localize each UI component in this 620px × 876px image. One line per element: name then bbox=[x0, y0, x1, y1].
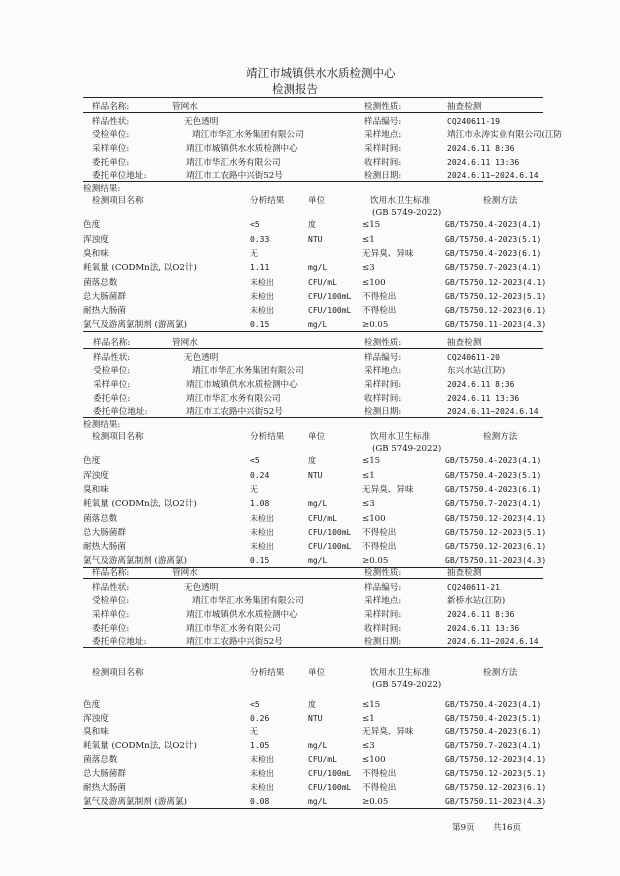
method: GB/T5750.7-2023(4.1) bbox=[445, 741, 542, 750]
item-name: 色度 bbox=[83, 700, 101, 710]
row-divider bbox=[83, 647, 543, 648]
unit: CFU/mL bbox=[308, 755, 337, 764]
entrust-addr-label: 委托单位地址: bbox=[93, 407, 148, 417]
sample-prop-label: 样品性状: bbox=[92, 583, 130, 593]
unit: CFU/100mL bbox=[308, 783, 352, 792]
col-std2-header: (GB 5749-2022) bbox=[372, 680, 442, 690]
col-std2-header: (GB 5749-2022) bbox=[372, 444, 442, 454]
row-divider bbox=[83, 181, 543, 182]
unit: CFU/mL bbox=[308, 278, 337, 287]
section-divider bbox=[83, 808, 543, 809]
method: GB/T5750.4-2023(4.1) bbox=[445, 456, 542, 465]
method: GB/T5750.12-2023(4.1) bbox=[445, 514, 547, 523]
standard: ≤1 bbox=[362, 714, 375, 724]
section-divider bbox=[83, 331, 543, 332]
client-label: 受检单位: bbox=[92, 130, 130, 140]
unit: CFU/100mL bbox=[308, 542, 352, 551]
item-name: 臭和味 bbox=[83, 249, 109, 259]
entrust-addr: 靖江市工农路中兴街52号 bbox=[186, 407, 283, 417]
receive-time: 2024.6.11 13:36 bbox=[447, 624, 520, 633]
standard: ≤100 bbox=[362, 514, 386, 524]
unit: mg/L bbox=[308, 741, 328, 750]
method: GB/T5750.4-2023(6.1) bbox=[445, 485, 542, 494]
method: GB/T5750.11-2023(4.3) bbox=[445, 556, 547, 565]
test-nature: 抽查检测 bbox=[447, 102, 482, 112]
sample-time: 2024.6.11 8:36 bbox=[447, 380, 515, 389]
sample-name: 管网水 bbox=[172, 102, 198, 112]
receive-time: 2024.6.11 13:36 bbox=[447, 394, 520, 403]
unit: CFU/100mL bbox=[308, 292, 352, 301]
sample-no: CQ240611-19 bbox=[447, 117, 500, 126]
method: GB/T5750.4-2023(4.1) bbox=[445, 700, 542, 709]
test-date-label: 检测日期: bbox=[364, 637, 402, 647]
unit: 度 bbox=[308, 456, 316, 465]
method: GB/T5750.12-2023(5.1) bbox=[445, 769, 547, 778]
standard: ≤1 bbox=[362, 235, 375, 245]
unit: CFU/100mL bbox=[308, 528, 352, 537]
sample-time: 2024.6.11 8:36 bbox=[447, 610, 515, 619]
sample-site: 靖江市永涛实业有限公司(江防 bbox=[447, 130, 563, 140]
client-label: 受检单位: bbox=[92, 596, 130, 606]
result-value: 未检出 bbox=[250, 278, 274, 287]
org-title: 靖江市城镇供水水质检测中心 bbox=[246, 66, 396, 80]
sample-prop: 无色透明 bbox=[184, 117, 219, 127]
row-divider bbox=[83, 348, 543, 349]
method: GB/T5750.4-2023(6.1) bbox=[445, 249, 542, 258]
standard: 不得检出 bbox=[362, 306, 397, 316]
method: GB/T5750.11-2023(4.3) bbox=[445, 320, 547, 329]
receive-time-label: 收样时间: bbox=[364, 624, 402, 634]
col-item-header: 检测项目名称 bbox=[92, 432, 144, 442]
result-value: 未检出 bbox=[250, 292, 274, 301]
standard: ≤100 bbox=[362, 278, 386, 288]
result-value: 0.33 bbox=[250, 235, 270, 244]
result-value: 无 bbox=[250, 249, 258, 258]
row-divider bbox=[83, 112, 543, 113]
sample-time-label: 采样时间: bbox=[364, 380, 402, 390]
sample-no: CQ240611-21 bbox=[447, 583, 500, 592]
unit: CFU/100mL bbox=[308, 769, 352, 778]
item-name: 氯气及游离氯制剂 (游离氯) bbox=[83, 797, 187, 807]
col-std-header: 饮用水卫生标准 bbox=[370, 196, 431, 206]
item-name: 浑浊度 bbox=[83, 714, 109, 724]
result-value: 0.08 bbox=[250, 797, 270, 806]
method: GB/T5750.12-2023(4.1) bbox=[445, 755, 547, 764]
standard: ≤100 bbox=[362, 755, 386, 765]
result-value: 1.05 bbox=[250, 741, 270, 750]
method: GB/T5750.12-2023(5.1) bbox=[445, 292, 547, 301]
standard: ≥0.05 bbox=[362, 320, 389, 330]
unit: 度 bbox=[308, 220, 316, 229]
unit: mg/L bbox=[308, 263, 328, 272]
method: GB/T5750.12-2023(6.1) bbox=[445, 783, 547, 792]
col-method-header: 检测方法 bbox=[483, 196, 518, 206]
unit: NTU bbox=[308, 714, 323, 723]
item-name: 氯气及游离氯制剂 (游离氯) bbox=[83, 556, 187, 566]
results-label: 检测结果: bbox=[83, 420, 121, 430]
sampler: 靖江市城镇供水水质检测中心 bbox=[186, 610, 298, 620]
method: GB/T5750.4-2023(5.1) bbox=[445, 235, 542, 244]
method: GB/T5750.4-2023(4.1) bbox=[445, 220, 542, 229]
client: 靖江市华汇水务集团有限公司 bbox=[192, 366, 304, 376]
sample-no-label: 样品编号: bbox=[364, 117, 402, 127]
test-nature-label: 检测性质: bbox=[364, 102, 402, 112]
test-date: 2024.6.11~2024.6.14 bbox=[447, 407, 539, 416]
sample-site: 新桥水站(江防) bbox=[447, 596, 506, 606]
client-label: 受检单位: bbox=[93, 366, 131, 376]
method: GB/T5750.4-2023(6.1) bbox=[445, 727, 542, 736]
standard: 不得检出 bbox=[362, 542, 397, 552]
result-value: <5 bbox=[250, 456, 260, 465]
sample-prop-label: 样品性状: bbox=[93, 353, 131, 363]
sample-prop: 无色透明 bbox=[184, 353, 219, 363]
result-value: 未检出 bbox=[250, 514, 274, 523]
sample-no: CQ240611-20 bbox=[447, 353, 500, 362]
sampler-label: 采样单位: bbox=[92, 610, 130, 620]
item-name: 色度 bbox=[83, 220, 101, 230]
sample-site-label: 采样地点: bbox=[364, 366, 402, 376]
item-name: 耐热大肠菌 bbox=[83, 783, 126, 793]
item-name: 色度 bbox=[83, 456, 101, 466]
result-value: <5 bbox=[250, 220, 260, 229]
result-value: 1.08 bbox=[250, 499, 270, 508]
sample-no-label: 样品编号: bbox=[364, 583, 402, 593]
result-value: 0.15 bbox=[250, 320, 270, 329]
unit: mg/L bbox=[308, 556, 328, 565]
item-name: 氯气及游离氯制剂 (游离氯) bbox=[83, 320, 187, 330]
item-name: 浑浊度 bbox=[83, 235, 109, 245]
entrust-addr: 靖江市工农路中兴街52号 bbox=[186, 171, 283, 181]
result-value: 未检出 bbox=[250, 306, 274, 315]
entrust: 靖江市华汇水务有限公司 bbox=[186, 158, 281, 168]
item-name: 总大肠菌群 bbox=[83, 292, 126, 302]
sample-name-label: 样品名称: bbox=[93, 338, 131, 348]
test-date: 2024.6.11~2024.6.14 bbox=[447, 637, 539, 646]
col-unit-header: 单位 bbox=[308, 196, 326, 206]
sample-prop: 无色透明 bbox=[184, 583, 219, 593]
row-divider bbox=[83, 578, 543, 579]
result-value: 未检出 bbox=[250, 769, 274, 778]
page-number: 第9页 bbox=[452, 823, 475, 833]
unit: 度 bbox=[308, 700, 316, 709]
item-name: 耗氧量 (CODMn法, 以O2计) bbox=[83, 741, 197, 751]
page-total: 共16页 bbox=[493, 823, 522, 833]
sample-site-label: 采样地点: bbox=[364, 130, 402, 140]
standard: 无异臭、异味 bbox=[362, 727, 414, 737]
item-name: 臭和味 bbox=[83, 485, 109, 495]
col-unit-header: 单位 bbox=[308, 668, 326, 678]
standard: 无异臭、异味 bbox=[362, 485, 414, 495]
item-name: 菌落总数 bbox=[83, 514, 118, 524]
client: 靖江市华汇水务集团有限公司 bbox=[192, 596, 304, 606]
item-name: 菌落总数 bbox=[83, 755, 118, 765]
col-item-header: 检测项目名称 bbox=[92, 668, 144, 678]
test-nature-label: 检测性质: bbox=[364, 338, 402, 348]
col-result-header: 分析结果 bbox=[250, 196, 285, 206]
item-name: 耐热大肠菌 bbox=[83, 542, 126, 552]
unit: CFU/100mL bbox=[308, 306, 352, 315]
sample-time-label: 采样时间: bbox=[364, 610, 402, 620]
standard: ≤3 bbox=[362, 741, 375, 751]
item-name: 浑浊度 bbox=[83, 471, 109, 481]
method: GB/T5750.4-2023(5.1) bbox=[445, 714, 542, 723]
standard: ≤3 bbox=[362, 499, 375, 509]
standard: 不得检出 bbox=[362, 783, 397, 793]
standard: ≤15 bbox=[362, 220, 381, 230]
receive-time: 2024.6.11 13:36 bbox=[447, 158, 520, 167]
sample-site-label: 采样地点: bbox=[364, 596, 402, 606]
unit: NTU bbox=[308, 471, 323, 480]
entrust-addr: 靖江市工农路中兴街52号 bbox=[186, 637, 283, 647]
result-value: 无 bbox=[250, 485, 258, 494]
test-nature: 抽查检测 bbox=[447, 568, 482, 578]
method: GB/T5750.7-2023(4.1) bbox=[445, 263, 542, 272]
method: GB/T5750.12-2023(6.1) bbox=[445, 306, 547, 315]
result-value: 0.24 bbox=[250, 471, 270, 480]
receive-time-label: 收样时间: bbox=[364, 158, 402, 168]
method: GB/T5750.12-2023(4.1) bbox=[445, 278, 547, 287]
section-divider bbox=[83, 97, 543, 98]
col-result-header: 分析结果 bbox=[250, 432, 285, 442]
report-title: 检测报告 bbox=[272, 82, 318, 96]
test-date: 2024.6.11~2024.6.14 bbox=[447, 171, 539, 180]
method: GB/T5750.11-2023(4.3) bbox=[445, 797, 547, 806]
standard: 不得检出 bbox=[362, 528, 397, 538]
sampler: 靖江市城镇供水水质检测中心 bbox=[186, 380, 298, 390]
entrust: 靖江市华汇水务有限公司 bbox=[186, 624, 281, 634]
sample-time: 2024.6.11 8:36 bbox=[447, 144, 515, 153]
col-unit-header: 单位 bbox=[308, 432, 326, 442]
col-method-header: 检测方法 bbox=[483, 432, 518, 442]
standard: ≥0.05 bbox=[362, 797, 389, 807]
unit: mg/L bbox=[308, 797, 328, 806]
item-name: 耗氧量 (CODMn法, 以O2计) bbox=[83, 263, 197, 273]
col-item-header: 检测项目名称 bbox=[92, 196, 144, 206]
method: GB/T5750.12-2023(6.1) bbox=[445, 542, 547, 551]
item-name: 耗氧量 (CODMn法, 以O2计) bbox=[83, 499, 197, 509]
method: GB/T5750.4-2023(5.1) bbox=[445, 471, 542, 480]
test-nature-label: 检测性质: bbox=[364, 568, 402, 578]
entrust-label: 委托单位: bbox=[93, 394, 131, 404]
item-name: 耐热大肠菌 bbox=[83, 306, 126, 316]
sample-name-label: 样品名称: bbox=[92, 568, 130, 578]
result-value: 0.15 bbox=[250, 556, 270, 565]
result-value: 1.11 bbox=[250, 263, 270, 272]
result-value: 未检出 bbox=[250, 542, 274, 551]
row-divider bbox=[83, 417, 543, 418]
sample-name: 管网水 bbox=[172, 568, 198, 578]
standard: ≤3 bbox=[362, 263, 375, 273]
entrust-label: 委托单位: bbox=[92, 624, 130, 634]
standard: ≤15 bbox=[362, 456, 381, 466]
standard: ≤1 bbox=[362, 471, 375, 481]
result-value: 未检出 bbox=[250, 755, 274, 764]
results-label: 检测结果: bbox=[83, 184, 121, 194]
unit: mg/L bbox=[308, 320, 328, 329]
sample-name: 管网水 bbox=[172, 338, 198, 348]
entrust-label: 委托单位: bbox=[92, 158, 130, 168]
result-value: 未检出 bbox=[250, 528, 274, 537]
standard: 不得检出 bbox=[362, 292, 397, 302]
unit: CFU/mL bbox=[308, 514, 337, 523]
col-result-header: 分析结果 bbox=[250, 668, 285, 678]
method: GB/T5750.7-2023(4.1) bbox=[445, 499, 542, 508]
sample-name-label: 样品名称: bbox=[92, 102, 130, 112]
sampler-label: 采样单位: bbox=[92, 144, 130, 154]
standard: ≥0.05 bbox=[362, 556, 389, 566]
sampler: 靖江市城镇供水水质检测中心 bbox=[186, 144, 298, 154]
standard: ≤15 bbox=[362, 700, 381, 710]
sample-no-label: 样品编号: bbox=[364, 353, 402, 363]
col-std-header: 饮用水卫生标准 bbox=[370, 432, 431, 442]
result-value: 0.26 bbox=[250, 714, 270, 723]
sample-site: 东兴水站(江防) bbox=[447, 366, 506, 376]
test-date-label: 检测日期: bbox=[364, 407, 402, 417]
client: 靖江市华汇水务集团有限公司 bbox=[192, 130, 304, 140]
item-name: 总大肠菌群 bbox=[83, 769, 126, 779]
test-nature: 抽查检测 bbox=[447, 338, 482, 348]
result-value: <5 bbox=[250, 700, 260, 709]
item-name: 臭和味 bbox=[83, 727, 109, 737]
result-value: 未检出 bbox=[250, 783, 274, 792]
entrust-addr-label: 委托单位地址: bbox=[92, 637, 147, 647]
test-date-label: 检测日期: bbox=[364, 171, 402, 181]
sampler-label: 采样单位: bbox=[93, 380, 131, 390]
item-name: 菌落总数 bbox=[83, 278, 118, 288]
col-std2-header: (GB 5749-2022) bbox=[372, 208, 442, 218]
receive-time-label: 收样时间: bbox=[364, 394, 402, 404]
unit: NTU bbox=[308, 235, 323, 244]
standard: 不得检出 bbox=[362, 769, 397, 779]
result-value: 无 bbox=[250, 727, 258, 736]
col-std-header: 饮用水卫生标准 bbox=[370, 668, 431, 678]
entrust-addr-label: 委托单位地址: bbox=[92, 171, 147, 181]
item-name: 总大肠菌群 bbox=[83, 528, 126, 538]
sample-prop-label: 样品性状: bbox=[92, 117, 130, 127]
entrust: 靖江市华汇水务有限公司 bbox=[186, 394, 281, 404]
sample-time-label: 采样时间: bbox=[364, 144, 402, 154]
col-method-header: 检测方法 bbox=[483, 668, 518, 678]
method: GB/T5750.12-2023(5.1) bbox=[445, 528, 547, 537]
unit: mg/L bbox=[308, 499, 328, 508]
standard: 无异臭、异味 bbox=[362, 249, 414, 259]
